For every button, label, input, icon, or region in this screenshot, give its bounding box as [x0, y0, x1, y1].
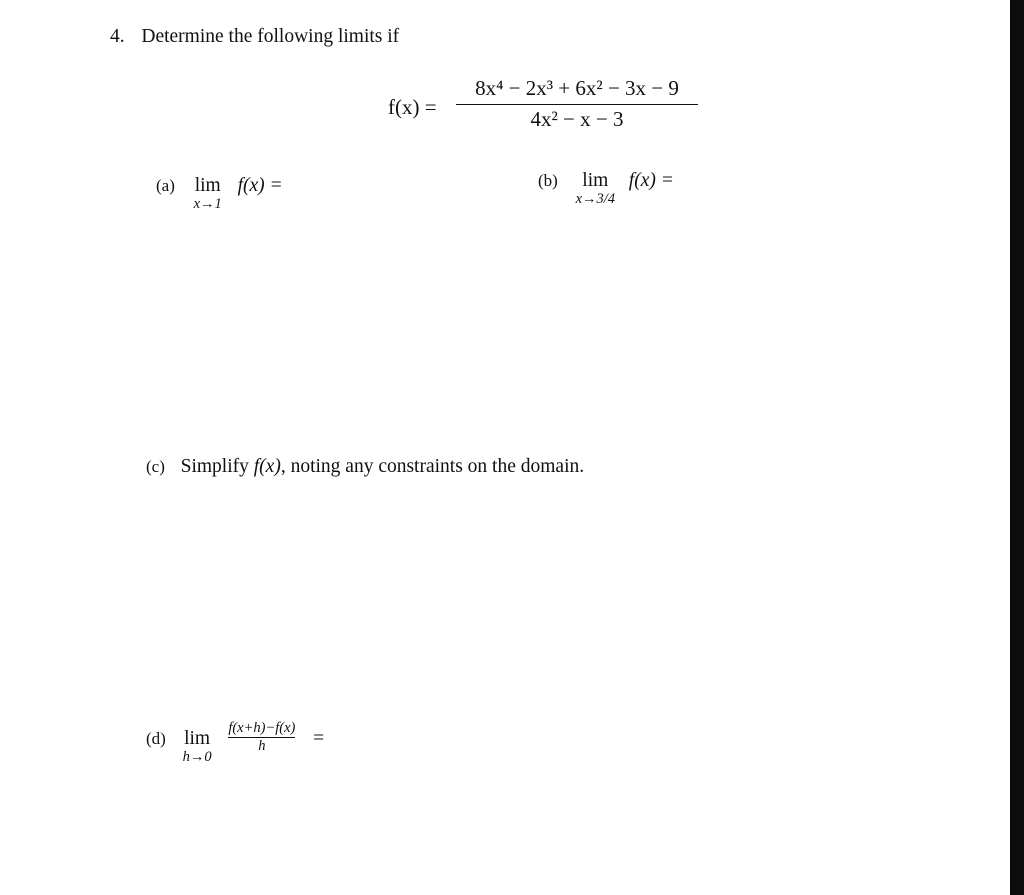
difference-quotient-denominator: h	[258, 738, 266, 754]
part-b-lim: lim	[582, 170, 609, 191]
part-a-expr: f(x) =	[237, 175, 283, 196]
difference-quotient	[228, 720, 295, 754]
function-fraction	[456, 76, 698, 132]
fraction-bar	[456, 104, 698, 105]
problem-heading	[110, 26, 399, 48]
part-b-limit	[576, 170, 615, 206]
part-c-text-before: Simplify	[180, 456, 249, 477]
function-numerator: 8x⁴ − 2x³ + 6x² − 3x − 9	[475, 76, 679, 100]
part-a-lim: lim	[194, 175, 221, 196]
part-c	[146, 456, 584, 478]
part-d-equals: =	[313, 728, 325, 749]
part-b-lim-sub: x→3/4	[575, 191, 616, 207]
problem-prompt: Determine the following limits if	[141, 26, 400, 47]
part-d-limit	[183, 728, 212, 764]
part-d-lim: lim	[184, 728, 211, 749]
part-c-expr: f(x)	[253, 456, 281, 477]
part-a-limit	[194, 175, 222, 211]
part-c-text-after: , noting any constraints on the domain.	[280, 456, 585, 477]
difference-quotient-numerator: f(x+h)−f(x)	[228, 720, 296, 736]
part-c-label: (c)	[146, 457, 165, 476]
part-d	[146, 720, 325, 765]
part-a-label: (a)	[156, 176, 175, 195]
part-a	[156, 175, 283, 211]
function-lhs: f(x) =	[388, 95, 437, 119]
right-edge-border	[1010, 0, 1024, 895]
part-b-expr: f(x) =	[628, 170, 674, 191]
part-b	[538, 170, 674, 206]
function-denominator: 4x² − x − 3	[530, 107, 624, 131]
part-d-label: (d)	[146, 729, 166, 748]
problem-number: 4.	[110, 26, 125, 47]
part-a-lim-sub: x→1	[193, 196, 222, 212]
part-b-label: (b)	[538, 171, 558, 190]
part-d-lim-sub: h→0	[182, 749, 212, 765]
